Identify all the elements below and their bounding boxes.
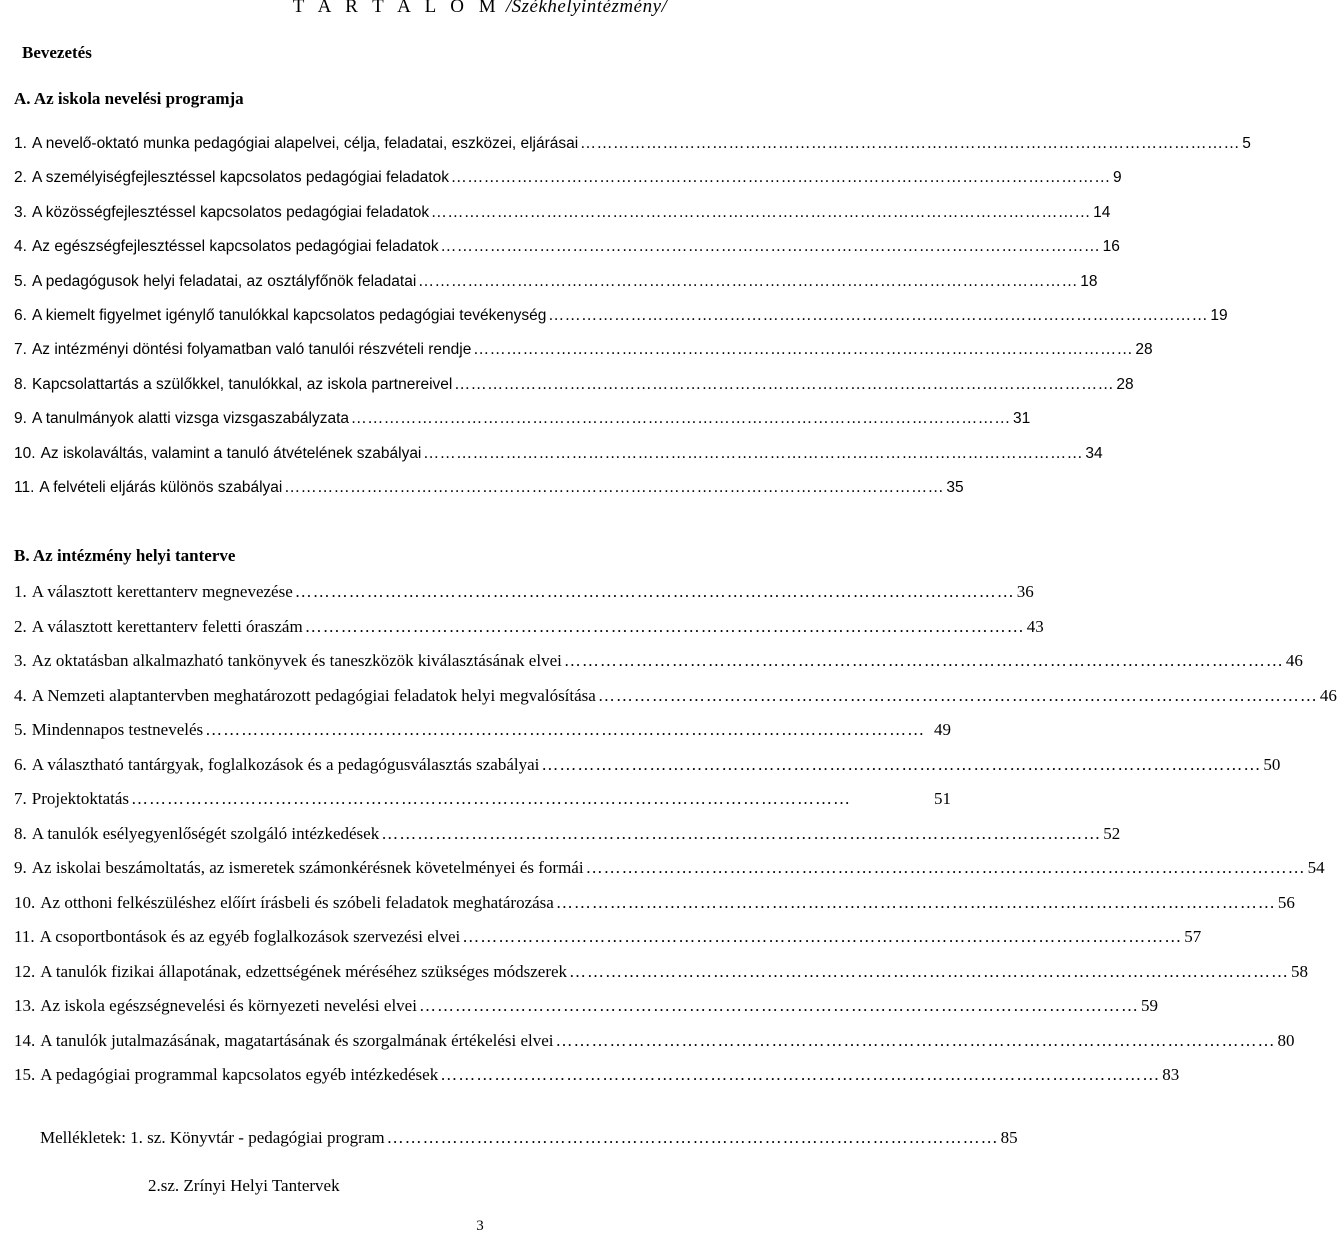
toc-item[interactable] [14, 684, 1337, 708]
toc-item-page: 80 [1277, 1030, 1295, 1050]
toc-item-number: 11. [14, 927, 35, 946]
toc-item-page: 34 [1085, 444, 1103, 462]
toc-item[interactable] [14, 822, 1121, 846]
toc-item-number: 5. [14, 720, 27, 739]
toc-item-title: A tanulók fizikai állapotának, edzettségének méréséhez szükséges módszerek [40, 961, 568, 981]
toc-item[interactable] [14, 476, 964, 500]
toc-item-title: Az iskola egészségnevelési és környezeti nevelési elvei [40, 996, 417, 1015]
toc-item-number: 3. [14, 651, 27, 670]
toc-item-number: 15. [14, 1065, 36, 1084]
toc-item[interactable] [14, 132, 1251, 156]
toc-item[interactable] [14, 201, 1111, 225]
toc-item-title: Az iskolai beszámoltatás, az ismeretek számonkérésnek követelményei és formái [31, 858, 584, 877]
toc-item[interactable] [14, 580, 1034, 604]
toc-item-number: 10. [14, 892, 36, 912]
toc-item-page: 83 [1162, 1065, 1180, 1084]
toc-item-page: 31 [1013, 410, 1031, 428]
toc-item-title: Az egészségfejlesztéssel kapcsolatos pedagógiai feladatok [31, 238, 439, 256]
title-main: T A R T A L O M [292, 0, 501, 17]
intro-heading: Bevezetés [22, 43, 92, 62]
toc-leader: ………………………………………………………………………………………………………… [440, 238, 1101, 256]
appendix-line[interactable] [40, 1128, 1018, 1154]
toc-item-title: A személyiségfejlesztéssel kapcsolatos pedagógiai feladatok [31, 169, 449, 187]
toc-item-title: Projektoktatás [31, 789, 130, 808]
toc-item-page: 58 [1291, 961, 1309, 981]
toc-item-title: Az intézményi döntési folyamatban való tanulói részvételi rendje [31, 341, 472, 359]
section-a-heading: A. Az iskola nevelési programja [14, 89, 244, 108]
toc-item-number: 9. [14, 410, 27, 428]
toc-item-number: 2. [14, 169, 27, 187]
appendix-label: Mellékletek: 1. sz. Könyvtár - pedagógiai program [40, 1128, 385, 1147]
toc-leader: ………………………………………………………………………………………………………… [381, 823, 1102, 843]
toc-item[interactable] [14, 442, 1103, 466]
toc-item-page: 16 [1102, 238, 1120, 256]
toc-item[interactable] [14, 1063, 1180, 1087]
toc-item-page: 52 [1103, 823, 1121, 843]
toc-item[interactable] [14, 856, 1325, 880]
toc-leader: ………………………………………………………………………………………………………… [205, 720, 926, 739]
toc-item-number: 3. [14, 203, 27, 221]
toc-leader: ………………………………………………………………………………………………………… [462, 927, 1183, 946]
toc-leader: ………………………………………………………………………………………………………… [548, 307, 1209, 324]
toc-item-page: 9 [1112, 169, 1122, 187]
toc-leader: ………………………………………………………………………………………………………… [418, 272, 1079, 290]
toc-item-number: 14. [14, 1030, 36, 1050]
toc-leader: ………………………………………………………………………………………………………… [541, 754, 1262, 774]
toc-item-number: 13. [14, 996, 36, 1015]
toc-item-title: Az oktatásban alkalmazható tankönyvek és taneszközök kiválasztásának elvei [31, 651, 562, 670]
toc-item-page: 14 [1093, 203, 1111, 221]
toc-item-number: 8. [14, 823, 27, 843]
toc-item[interactable] [14, 166, 1122, 190]
toc-item-page: 56 [1277, 892, 1295, 912]
toc-leader: ………………………………………………………………………………………………………… [555, 1030, 1276, 1050]
toc-item-title: A pedagógiai programmal kapcsolatos egyéb intézkedések [40, 1065, 439, 1084]
toc-item-page: 51 [934, 789, 951, 808]
appendix-page: 85 [1000, 1128, 1018, 1147]
toc-leader: ………………………………………………………………………………………………………… [431, 203, 1092, 221]
toc-item-page: 19 [1210, 307, 1228, 324]
page-number: 3 [476, 1218, 484, 1234]
toc-item[interactable] [14, 718, 951, 742]
toc-item-number: 6. [14, 307, 27, 324]
toc-item-number: 4. [14, 238, 27, 256]
toc-leader: ………………………………………………………………………………………………………… [597, 685, 1318, 705]
appendix-second: 2.sz. Zrínyi Helyi Tantervek [148, 1176, 340, 1195]
toc-item-number: 8. [14, 375, 27, 393]
toc-item-number: 12. [14, 961, 36, 981]
toc-item[interactable] [14, 891, 1295, 915]
toc-item[interactable] [14, 925, 1202, 949]
section-b-heading: B. Az intézmény helyi tanterve [14, 546, 236, 565]
toc-item[interactable] [14, 235, 1120, 259]
toc-item-page: 5 [1242, 135, 1251, 152]
toc-leader: ………………………………………………………………………………………………………… [423, 444, 1084, 462]
toc-item-title: A választott kerettanterv feletti óraszám [31, 616, 303, 636]
toc-leader: ………………………………………………………………………………………………………… [351, 410, 1011, 428]
toc-item[interactable] [14, 753, 1281, 777]
toc-item-title: A választható tantárgyak, foglalkozások és a pedagógusválasztás szabályai [31, 754, 540, 774]
toc-item-page: 43 [1026, 616, 1044, 636]
toc-item[interactable] [14, 787, 951, 811]
appendix-leader: ………………………………………………………………………………………… [386, 1128, 999, 1147]
toc-item-number: 1. [14, 582, 27, 601]
toc-leader: ………………………………………………………………………………………………………… [131, 789, 852, 808]
toc-item-page: 59 [1140, 996, 1158, 1015]
toc-leader: ………………………………………………………………………………………………………… [569, 961, 1290, 981]
toc-item-title: A tanulmányok alatti vizsga vizsgaszabályzata [31, 410, 349, 428]
title-sub: /Székhelyintézmény/ [505, 0, 668, 17]
toc-leader: ………………………………………………………………………………………………………… [440, 1065, 1161, 1084]
toc-leader: ………………………………………………………………………………………………………… [304, 616, 1025, 636]
toc-item-number: 1. [14, 135, 27, 152]
toc-item-title: Az otthoni felkészüléshez előírt írásbeli és szóbeli feladatok meghatározása [40, 892, 554, 912]
toc-item-title: A tanulók jutalmazásának, magatartásának és szorgalmának értékelési elvei [40, 1030, 554, 1050]
toc-item[interactable] [14, 304, 1228, 328]
page-title [0, 0, 960, 18]
toc-item-page: 46 [1319, 685, 1337, 705]
toc-item-title: A Nemzeti alaptantervben meghatározott pedagógiai feladatok helyi megvalósítása [31, 685, 596, 705]
toc-leader: ………………………………………………………………………………………………………… [294, 582, 1015, 601]
toc-leader: ………………………………………………………………………………………………………… [585, 858, 1306, 877]
toc-item-page: 35 [946, 479, 964, 496]
toc-item-page: 49 [934, 720, 951, 739]
toc-item-title: A közösségfejlesztéssel kapcsolatos pedagógiai feladatok [31, 203, 430, 221]
toc-item-title: A felvételi eljárás különös szabályai [39, 479, 283, 496]
toc-item-title: Mindennapos testnevelés [31, 720, 204, 739]
toc-item-title: A pedagógusok helyi feladatai, az osztályfőnök feladatai [31, 272, 417, 290]
toc-item-title: A választott kerettanterv megnevezése [31, 582, 293, 601]
toc-leader: ………………………………………………………………………………………………………… [555, 892, 1276, 912]
toc-item[interactable] [14, 407, 1031, 431]
toc-item-page: 50 [1263, 754, 1281, 774]
toc-item-page: 18 [1080, 272, 1098, 290]
toc-item-page: 28 [1135, 341, 1153, 359]
toc-item[interactable] [14, 338, 1153, 362]
toc-item-number: 10. [14, 444, 36, 462]
toc-item-number: 7. [14, 341, 27, 359]
toc-item-title: A nevelő-oktató munka pedagógiai alapelvei, célja, feladatai, eszközei, eljárásai [31, 135, 579, 152]
toc-item-number: 9. [14, 858, 27, 877]
toc-item-page: 46 [1285, 651, 1303, 670]
toc-leader: ………………………………………………………………………………………………………… [454, 375, 1115, 393]
toc-leader: ………………………………………………………………………………………………………… [418, 996, 1139, 1015]
toc-item-page: 54 [1307, 858, 1325, 877]
toc-item[interactable] [14, 373, 1134, 397]
toc-item-number: 7. [14, 789, 27, 808]
toc-item-title: Az iskolaváltás, valamint a tanuló átvételének szabályai [40, 444, 422, 462]
toc-item-page: 28 [1116, 375, 1134, 393]
toc-item-number: 11. [14, 479, 35, 496]
toc-leader: ………………………………………………………………………………………………………… [563, 651, 1284, 670]
toc-item-title: A kiemelt figyelmet igénylő tanulókkal kapcsolatos pedagógiai tevékenység [31, 307, 547, 324]
toc-leader: ………………………………………………………………………………………………………… [284, 479, 945, 496]
toc-item-page: 57 [1184, 927, 1202, 946]
toc-item-title: A csoportbontások és az egyéb foglalkozások szervezési elvei [39, 927, 461, 946]
toc-item[interactable] [14, 994, 1158, 1018]
toc-item[interactable] [14, 270, 1098, 294]
toc-item-number: 2. [14, 616, 27, 636]
toc-item[interactable] [14, 649, 1303, 673]
toc-leader: ………………………………………………………………………………………………………… [473, 341, 1134, 359]
toc-item[interactable] [14, 615, 1044, 639]
toc-item-page: 36 [1016, 582, 1034, 601]
toc-item-number: 6. [14, 754, 27, 774]
toc-item-number: 5. [14, 272, 27, 290]
toc-item-title: Kapcsolattartás a szülőkkel, tanulókkal, az iskola partnereivel [31, 375, 453, 393]
toc-item[interactable] [14, 960, 1309, 984]
toc-item-number: 4. [14, 685, 27, 705]
toc-item-title: A tanulók esélyegyenlőségét szolgáló intézkedések [31, 823, 380, 843]
toc-leader: ………………………………………………………………………………………………………… [580, 135, 1241, 152]
toc-leader: ………………………………………………………………………………………………………… [450, 169, 1111, 187]
toc-item[interactable] [14, 1029, 1295, 1053]
